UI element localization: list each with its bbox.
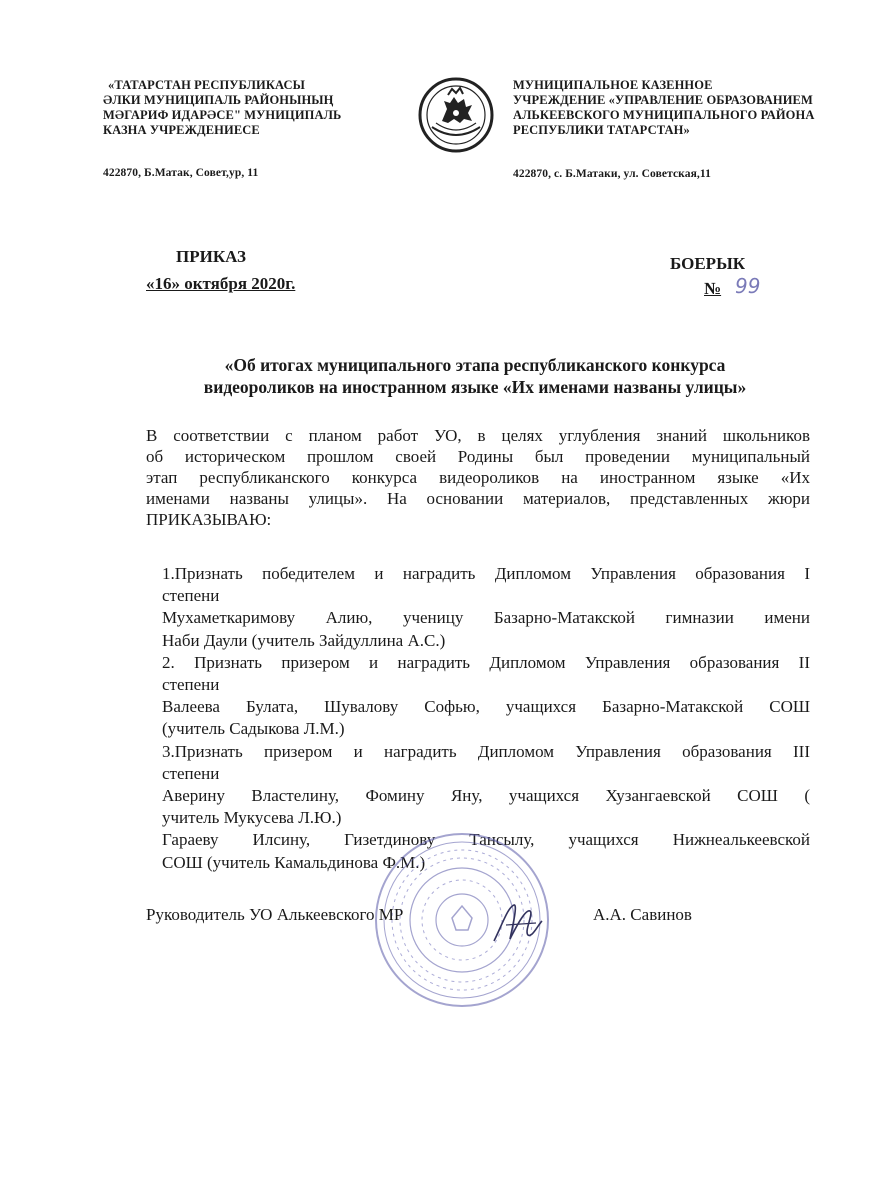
list-line: степени xyxy=(162,763,220,783)
signature-icon xyxy=(488,895,548,955)
order-date: «16» октября 2020г. xyxy=(146,274,296,293)
signature-name: А.А. Савинов xyxy=(593,905,692,924)
subject-line: «Об итогах муниципального этапа республиканского конкурса xyxy=(224,355,726,375)
list-line: 3.Признать призером и наградить Дипломом Управления образования III xyxy=(162,741,810,761)
header-right-line: МУНИЦИПАЛЬНОЕ КАЗЕННОЕ xyxy=(513,78,713,92)
prikaz-title: ПРИКАЗ xyxy=(176,247,246,266)
list-line: 1.Признать победителем и наградить Дипломом Управления образования I xyxy=(162,564,810,583)
intro-line: ПРИКАЗЫВАЮ: xyxy=(146,510,272,529)
header-left-address: 422870, Б.Матак, Совет,ур, 11 xyxy=(103,167,259,179)
intro-line: об историческом прошлом своей Родины был проведении муниципальный xyxy=(146,447,810,466)
order-subject xyxy=(140,354,810,398)
header-left-line: ӘЛКИ МУНИЦИПАЛЬ РАЙОНЫНЫҢ xyxy=(103,93,334,107)
subject-line: видеороликов на иностранном языке «Их именами названы улицы» xyxy=(203,377,747,397)
list-line: учитель Мукусева Л.Ю.) xyxy=(162,808,342,828)
order-number-label: № xyxy=(704,279,722,298)
order-number-handwritten: 99 xyxy=(735,274,761,298)
header-right-org xyxy=(513,78,814,138)
list-line: (учитель Садыкова Л.М.) xyxy=(162,719,345,739)
list-line: Наби Даули (учитель Зайдуллина А.С.) xyxy=(162,630,446,650)
intro-paragraph xyxy=(146,425,810,530)
header-left-org xyxy=(103,78,341,138)
list-line: 2. Признать призером и наградить Дипломом Управления образования II xyxy=(162,652,810,672)
header-left-line: КАЗНА УЧРЕЖДЕНИЕСЕ xyxy=(103,123,260,137)
list-line: Валеева Булата, Шувалову Софью, учащихся Базарно-Матакской СОШ xyxy=(162,697,810,717)
intro-line: В соответствии с планом работ УО, в целях углубления знаний школьников xyxy=(146,426,810,445)
header-right-line: РЕСПУБЛИКИ ТАТАРСТАН» xyxy=(513,123,690,137)
boeryk-title: БОЕРЫК xyxy=(670,254,746,273)
header-right-line: АЛЬКЕЕВСКОГО МУНИЦИПАЛЬНОГО РАЙОНА xyxy=(513,108,815,122)
tatarstan-emblem-icon xyxy=(414,75,498,155)
header-right-line: УЧРЕЖДЕНИЕ «УПРАВЛЕНИЕ ОБРАЗОВАНИЕМ xyxy=(513,93,813,107)
header-right-address: 422870, с. Б.Матаки, ул. Советская,11 xyxy=(513,168,711,180)
list-line: Гараеву Илсину, Гизетдинову Тансылу, учащихся Нижнеалькеевской xyxy=(162,830,810,850)
list-line: СОШ (учитель Камальдинова Ф.М.) xyxy=(162,852,426,872)
header-left-line: МӘГАРИФ ИДАРӘСЕ" МУНИЦИПАЛЬ xyxy=(103,108,342,122)
signature-position: Руководитель УО Алькеевского МР xyxy=(146,905,404,924)
header-left-line: «ТАТАРСТАН РЕСПУБЛИКАСЫ xyxy=(108,78,305,92)
list-line: степени xyxy=(162,675,220,695)
list-line: степени xyxy=(162,586,220,606)
intro-line: этап республиканского конкурса видеороликов на иностранном языке «Их xyxy=(146,468,810,487)
list-line: Мухаметкаримову Алию, ученицу Базарно-Матакской гимназии имени xyxy=(162,608,810,628)
awards-list xyxy=(162,563,810,874)
intro-line: именами названы улицы». На основании материалов, представленных жюри xyxy=(146,489,810,508)
list-line: Аверину Властелину, Фомину Яну, учащихся Хузангаевской СОШ ( xyxy=(162,786,810,806)
